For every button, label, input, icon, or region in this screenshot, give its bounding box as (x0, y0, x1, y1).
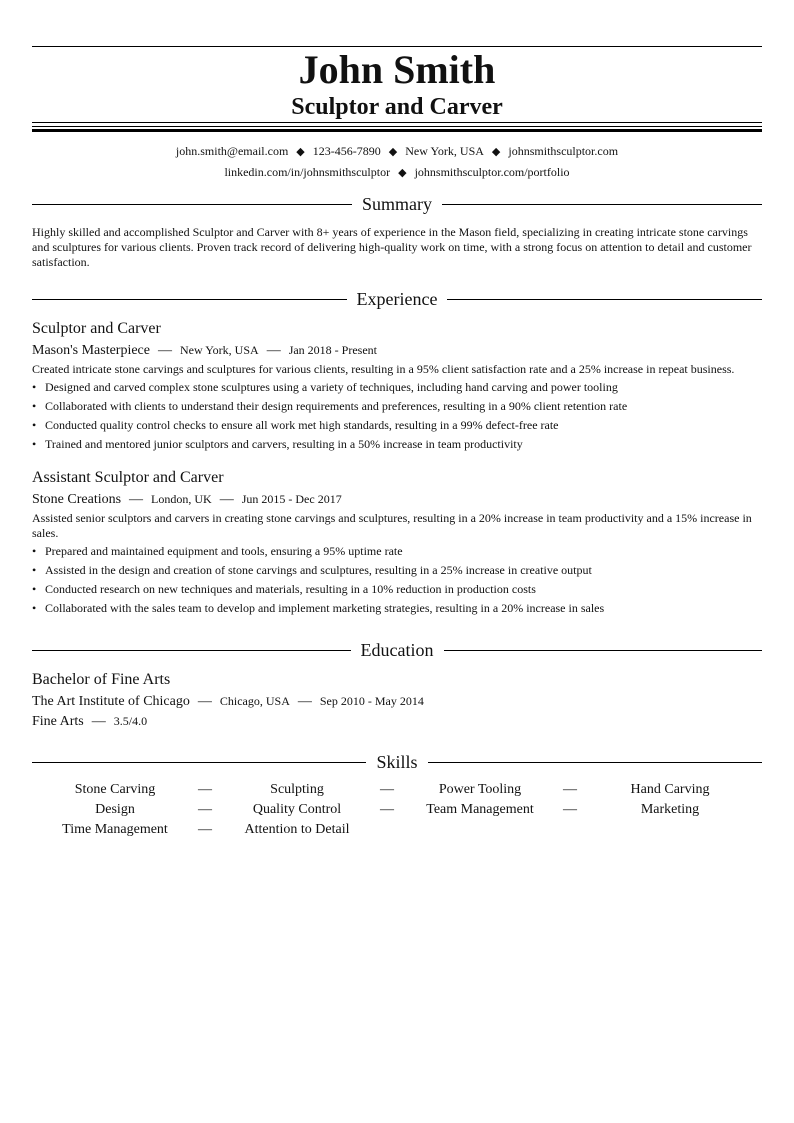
skill-item: Team Management (426, 802, 534, 817)
school-location: Chicago, USA (219, 694, 290, 708)
bullet-icon: • (32, 544, 37, 558)
skill-item: Quality Control (252, 802, 342, 817)
bullet-icon: • (32, 563, 37, 577)
dash-separator: — (197, 694, 212, 709)
list-item (32, 542, 762, 561)
skills-grid (32, 780, 762, 840)
skill-separator: — (563, 782, 577, 797)
degree-title: Bachelor of Fine Arts (32, 671, 171, 688)
job-location: New York, USA (180, 343, 259, 357)
skill-item: Hand Carving (630, 782, 710, 797)
gpa: 3.5/4.0 (113, 714, 148, 728)
job-dates: Jun 2015 - Dec 2017 (241, 492, 342, 506)
skill-separator: — (380, 802, 394, 817)
bullet-text: Assisted in the design and creation of stone carvings and sculptures, resulting in a 25% increase in creative output (45, 563, 592, 577)
education-heading-label: Education (360, 640, 434, 660)
job-title: Assistant Sculptor and Carver (32, 469, 224, 486)
job-company: Stone Creations (32, 492, 122, 507)
job-location: London, UK (151, 492, 212, 506)
job-meta (32, 490, 342, 509)
dash-separator: — (297, 694, 312, 709)
skills-row (32, 780, 762, 800)
diamond-separator-icon: ◆ (398, 167, 407, 179)
bullet-text: Prepared and maintained equipment and tools, ensuring a 95% uptime rate (45, 544, 403, 558)
divider (32, 204, 352, 205)
skill-separator: — (198, 782, 212, 797)
field-of-study: Fine Arts (32, 714, 84, 729)
skill-separator: — (198, 822, 212, 837)
skill-item: Marketing (640, 802, 700, 817)
education-dates: Sep 2010 - May 2014 (319, 694, 424, 708)
education-field-line (32, 712, 147, 731)
divider (428, 762, 762, 763)
skills-heading-label: Skills (376, 752, 418, 772)
job-company: Mason's Masterpiece (32, 343, 150, 358)
dash-separator: — (129, 492, 144, 507)
job-description: Created intricate stone carvings and sculptures for various clients, resulting in a 95% client satisfaction rate and a 25% increase in repeat business. (32, 362, 735, 376)
contact-location: New York, USA (405, 144, 484, 158)
experience-section-heading (32, 288, 762, 310)
list-item (32, 561, 762, 580)
list-item (32, 378, 762, 397)
summary-section-heading (32, 193, 762, 215)
header-rule-3 (32, 129, 762, 132)
divider (444, 650, 763, 651)
bullet-icon: • (32, 418, 37, 432)
skill-item: Time Management (62, 822, 168, 837)
list-item (32, 580, 762, 599)
bullet-text: Trained and mentored junior sculptors and carvers, resulting in a 50% increase in team productivity (45, 437, 523, 451)
job-bullets (32, 542, 762, 618)
skill-separator: — (198, 802, 212, 817)
divider (447, 299, 762, 300)
skill-separator: — (380, 782, 394, 797)
diamond-separator-icon: ◆ (388, 146, 398, 158)
contact-portfolio[interactable]: johnsmithsculptor.com/portfolio (414, 165, 570, 179)
contact-line-2 (32, 164, 762, 181)
contact-email[interactable]: john.smith@email.com (175, 144, 289, 158)
bullet-icon: • (32, 601, 37, 615)
education-meta (32, 692, 424, 711)
school-name: The Art Institute of Chicago (32, 694, 190, 709)
job-meta (32, 341, 377, 360)
job-dates: Jan 2018 - Present (288, 343, 378, 357)
experience-heading-label: Experience (356, 289, 438, 309)
bullet-text: Designed and carved complex stone sculptures using a variety of techniques, including hand carving and power tooling (45, 380, 618, 394)
divider (442, 204, 762, 205)
job-description: Assisted senior sculptors and carvers in creating stone carvings and sculptures, resulting in a 20% increase in team productivity and a 15% increase in sales. (32, 511, 752, 540)
education-section-heading (32, 639, 762, 661)
list-item (32, 435, 762, 454)
skills-row (32, 800, 762, 820)
bullet-text: Collaborated with clients to understand their design requirements and preferences, resulting in a 90% client retention rate (45, 399, 628, 413)
skills-section-heading (32, 751, 762, 773)
bullet-text: Conducted quality control checks to ensure all work met high standards, resulting in a 99% defect-free rate (45, 418, 559, 432)
contact-linkedin[interactable]: linkedin.com/in/johnsmithsculptor (224, 165, 391, 179)
skill-item: Design (95, 802, 135, 817)
bullet-text: Collaborated with the sales team to develop and implement marketing strategies, resulting in a 20% increase in sales (45, 601, 605, 615)
header-rule-1 (32, 122, 762, 123)
summary-text: Highly skilled and accomplished Sculptor and Carver with 8+ years of experience in the Mason field, specializing in creating intricate stone carvings and sculptures for various clients. Proven track record of delivering high-quality work on time, with a strong focus on attention to detail and customer satisfaction. (32, 225, 752, 269)
dash-separator: — (219, 492, 234, 507)
skills-row (32, 820, 762, 840)
job-title: Sculptor and Carver (32, 320, 161, 337)
dash-separator: — (158, 343, 172, 358)
skill-item: Sculpting (270, 782, 324, 797)
divider (32, 762, 366, 763)
contact-line-1 (32, 143, 762, 160)
contact-phone: 123-456-7890 (312, 144, 381, 158)
skill-item: Attention to Detail (244, 822, 350, 837)
job-bullets (32, 378, 762, 454)
skill-item: Power Tooling (438, 782, 522, 797)
summary-heading-label: Summary (362, 194, 432, 214)
candidate-title: Sculptor and Carver (291, 94, 503, 120)
divider (32, 650, 351, 651)
contact-website[interactable]: johnsmithsculptor.com (508, 144, 619, 158)
skill-separator: — (563, 802, 577, 817)
header-rule-2 (32, 126, 762, 127)
list-item (32, 599, 762, 618)
diamond-separator-icon: ◆ (491, 146, 501, 158)
bullet-icon: • (32, 399, 37, 413)
bullet-icon: • (32, 380, 37, 394)
bullet-text: Conducted research on new techniques and materials, resulting in a 10% reduction in production costs (45, 582, 536, 596)
list-item (32, 416, 762, 435)
diamond-separator-icon: ◆ (296, 146, 305, 158)
dash-separator: — (91, 714, 106, 729)
candidate-name: John Smith (298, 47, 496, 92)
bullet-icon: • (32, 582, 37, 596)
list-item (32, 397, 762, 416)
skill-item: Stone Carving (74, 782, 156, 797)
bullet-icon: • (32, 437, 37, 451)
dash-separator: — (266, 343, 281, 358)
divider (32, 299, 347, 300)
